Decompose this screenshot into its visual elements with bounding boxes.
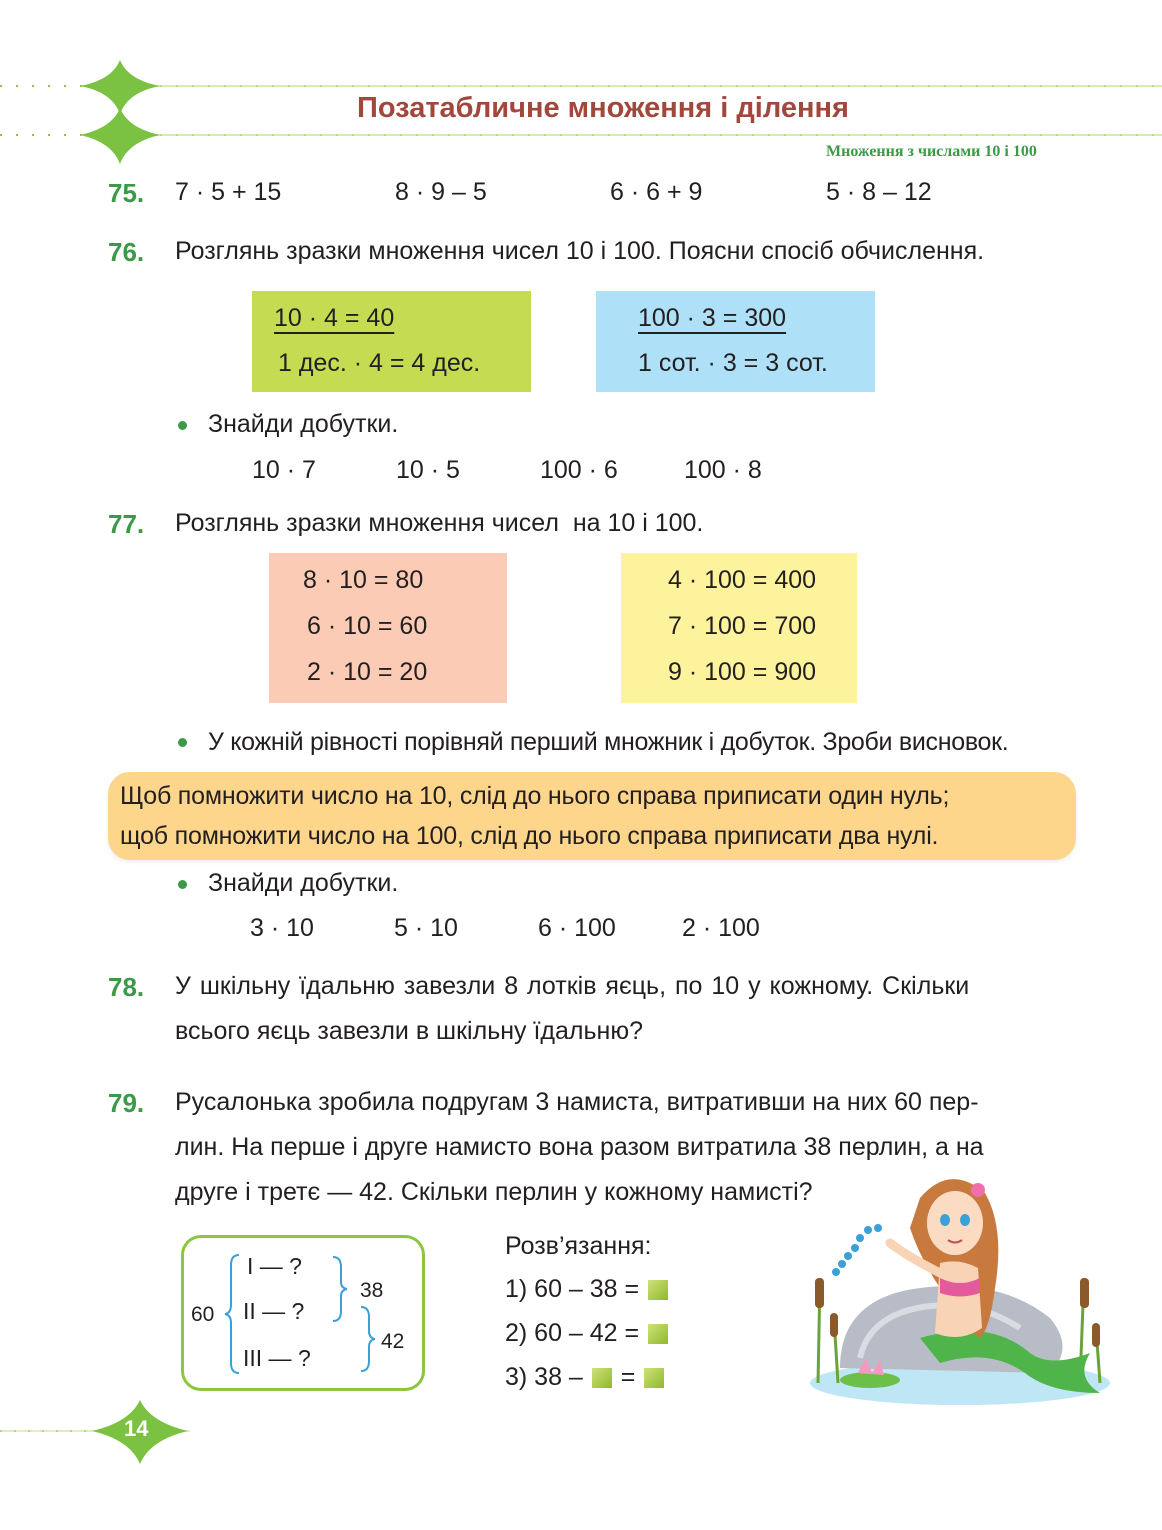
scheme-sum: 42 bbox=[381, 1330, 405, 1353]
solution-step-text: 1) 60 – 38 = bbox=[505, 1275, 640, 1303]
exercise-text: Розглянь зразки множення чисел 10 і 100. Поясни спосіб обчислення. bbox=[175, 237, 985, 265]
expression: 6 · 6 + 9 bbox=[610, 178, 703, 206]
scheme-total: 60 bbox=[191, 1303, 215, 1326]
scheme-row: I — ? bbox=[247, 1253, 302, 1279]
solution-step-text: 3) 38 – bbox=[505, 1363, 583, 1391]
expression: 8 · 9 – 5 bbox=[395, 178, 487, 206]
example-equation: 9 · 100 = 900 bbox=[668, 658, 817, 686]
example-box-tens bbox=[252, 291, 531, 392]
star-icon bbox=[80, 60, 160, 114]
page-title: Позатабличне множення і ділення bbox=[357, 92, 849, 124]
exercise-text: Русалонька зробила подругам 3 намиста, витративши на них 60 пер- bbox=[175, 1088, 979, 1116]
example-equation: 7 · 100 = 700 bbox=[668, 612, 817, 640]
solution-step bbox=[505, 1319, 670, 1348]
page-number: 14 bbox=[124, 1416, 149, 1441]
footer-decoration bbox=[0, 1398, 220, 1468]
example-equation: 6 · 10 = 60 bbox=[307, 612, 428, 640]
scheme-row: II — ? bbox=[243, 1298, 305, 1324]
solution-title: Розв’язання: bbox=[505, 1232, 652, 1260]
task-text: Знайди добутки. bbox=[208, 869, 399, 897]
example-box-times-hundred bbox=[621, 553, 857, 703]
bullet-icon bbox=[178, 880, 187, 889]
example-box-times-ten bbox=[269, 553, 507, 703]
solution-step-text: 2) 60 – 42 = bbox=[505, 1319, 640, 1347]
expression: 3 · 10 bbox=[250, 914, 314, 942]
expression: 5 · 8 – 12 bbox=[826, 178, 932, 206]
solution-step bbox=[505, 1275, 670, 1304]
example-equation: 8 · 10 = 80 bbox=[303, 566, 424, 594]
expression: 100 · 8 bbox=[684, 456, 762, 484]
expression: 10 · 5 bbox=[396, 456, 460, 484]
example-equation: 1 дес. · 4 = 4 дес. bbox=[278, 349, 481, 377]
exercise-number: 75. bbox=[108, 178, 145, 208]
example-box-hundreds bbox=[596, 291, 875, 392]
mermaid-illustration bbox=[800, 1168, 1110, 1408]
solution-step bbox=[505, 1363, 666, 1392]
example-equation: 1 сот. · 3 = 3 сот. bbox=[638, 349, 828, 377]
expression: 2 · 100 bbox=[682, 914, 760, 942]
star-icon bbox=[80, 108, 160, 164]
task-text: У кожній рівності порівняй перший множник і добуток. Зроби висновок. bbox=[208, 728, 1009, 756]
example-equation: 2 · 10 = 20 bbox=[307, 658, 428, 686]
expression: 6 · 100 bbox=[538, 914, 616, 942]
answer-placeholder bbox=[644, 1368, 664, 1388]
exercise-number: 78. bbox=[108, 972, 145, 1002]
answer-placeholder bbox=[592, 1368, 612, 1388]
bullet-icon bbox=[178, 738, 187, 747]
example-equation: 100 · 3 = 300 bbox=[638, 304, 787, 332]
exercise-text: лин. На перше і друге намисто вона разом витратила 38 перлин, а на bbox=[175, 1133, 984, 1161]
exercise-number: 79. bbox=[108, 1088, 145, 1118]
expression: 5 · 10 bbox=[394, 914, 458, 942]
example-equation: 4 · 100 = 400 bbox=[668, 566, 817, 594]
scheme-sum: 38 bbox=[360, 1279, 384, 1302]
bullet-icon bbox=[178, 421, 187, 430]
exercise-number: 77. bbox=[108, 509, 145, 539]
expression: 100 · 6 bbox=[540, 456, 618, 484]
exercise-text: У шкільну їдальню завезли 8 лотків яєць, по 10 у кожному. Скільки bbox=[175, 972, 970, 1000]
section-subtitle: Множення з числами 10 і 100 bbox=[826, 143, 1037, 160]
example-equation: 10 · 4 = 40 bbox=[274, 304, 395, 332]
exercise-text: всього яєць завезли в шкільну їдальню? bbox=[175, 1017, 643, 1045]
exercise-text: Розглянь зразки множення чисел на 10 і 100. bbox=[175, 509, 704, 537]
scheme-row: III — ? bbox=[243, 1345, 311, 1371]
expression: 7 · 5 + 15 bbox=[175, 178, 282, 206]
answer-placeholder bbox=[648, 1280, 668, 1300]
solution-step-text: = bbox=[620, 1363, 636, 1391]
rule-text: Щоб помножити число на 10, слід до нього справа приписати один нуль; bbox=[120, 782, 950, 810]
rule-box bbox=[108, 772, 1076, 860]
exercise-number: 76. bbox=[108, 237, 145, 267]
expression: 10 · 7 bbox=[252, 456, 316, 484]
answer-placeholder bbox=[648, 1324, 668, 1344]
rule-text: щоб помножити число на 100, слід до нього справа приписати два нулі. bbox=[120, 822, 939, 850]
task-text: Знайди добутки. bbox=[208, 410, 399, 438]
exercise-text: друге і третє — 42. Скільки перлин у кожному намисті? bbox=[175, 1178, 813, 1206]
